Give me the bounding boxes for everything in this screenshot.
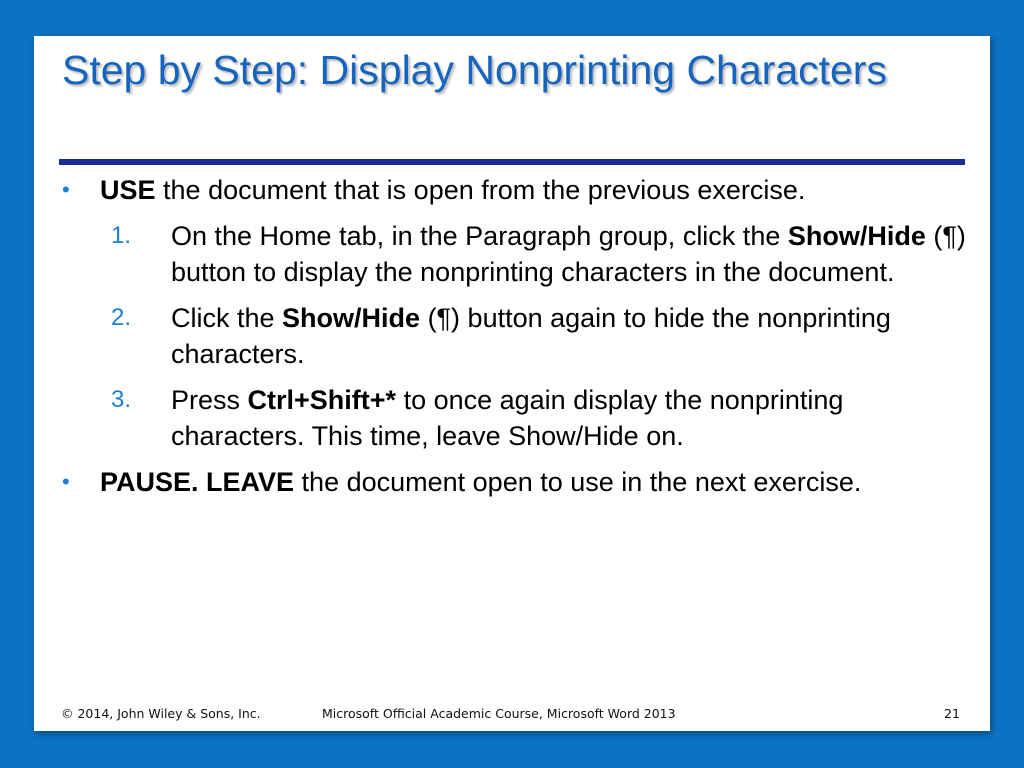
bullet-keyword: PAUSE. LEAVE	[100, 467, 295, 497]
bullet-marker: •	[62, 177, 70, 202]
step-text: (¶) button to display the nonprinting characters in the document.	[171, 221, 966, 287]
step-text: On the Home tab, in the Paragraph group, click the	[171, 221, 788, 251]
step-keyword: Ctrl+Shift+*	[247, 385, 397, 415]
numbered-steps	[58, 218, 968, 454]
slide-body	[58, 172, 968, 510]
bullet-marker: •	[62, 469, 70, 494]
page-number: 21	[944, 706, 960, 721]
step-keyword: Show/Hide	[787, 221, 926, 251]
footer-course: Microsoft Official Academic Course, Microsoft Word 2013	[322, 706, 676, 721]
bullet-item	[58, 464, 968, 500]
slide	[34, 36, 990, 731]
bullet-text: the document that is open from the previous exercise.	[155, 175, 806, 205]
footer-copyright: © 2014, John Wiley & Sons, Inc.	[61, 706, 261, 721]
bullet-keyword: USE	[100, 175, 156, 205]
slide-title: Step by Step: Display Nonprinting Characters	[62, 47, 887, 93]
step-item	[58, 218, 968, 290]
step-number: 2.	[111, 304, 132, 331]
step-number: 1.	[111, 222, 132, 249]
step-text: (¶) button again to hide the nonprinting characters.	[171, 303, 891, 369]
step-item	[58, 382, 968, 454]
step-keyword: Show/Hide	[282, 303, 421, 333]
step-text: Press	[171, 385, 248, 415]
step-text: to once again display the nonprinting characters. This time, leave Show/Hide on.	[171, 385, 844, 451]
bullet-item	[58, 172, 968, 208]
step-number: 3.	[111, 386, 132, 413]
title-divider	[59, 159, 965, 165]
step-text: Click the	[171, 303, 283, 333]
bullet-text: the document open to use in the next exercise.	[294, 467, 862, 497]
step-item	[58, 300, 968, 372]
